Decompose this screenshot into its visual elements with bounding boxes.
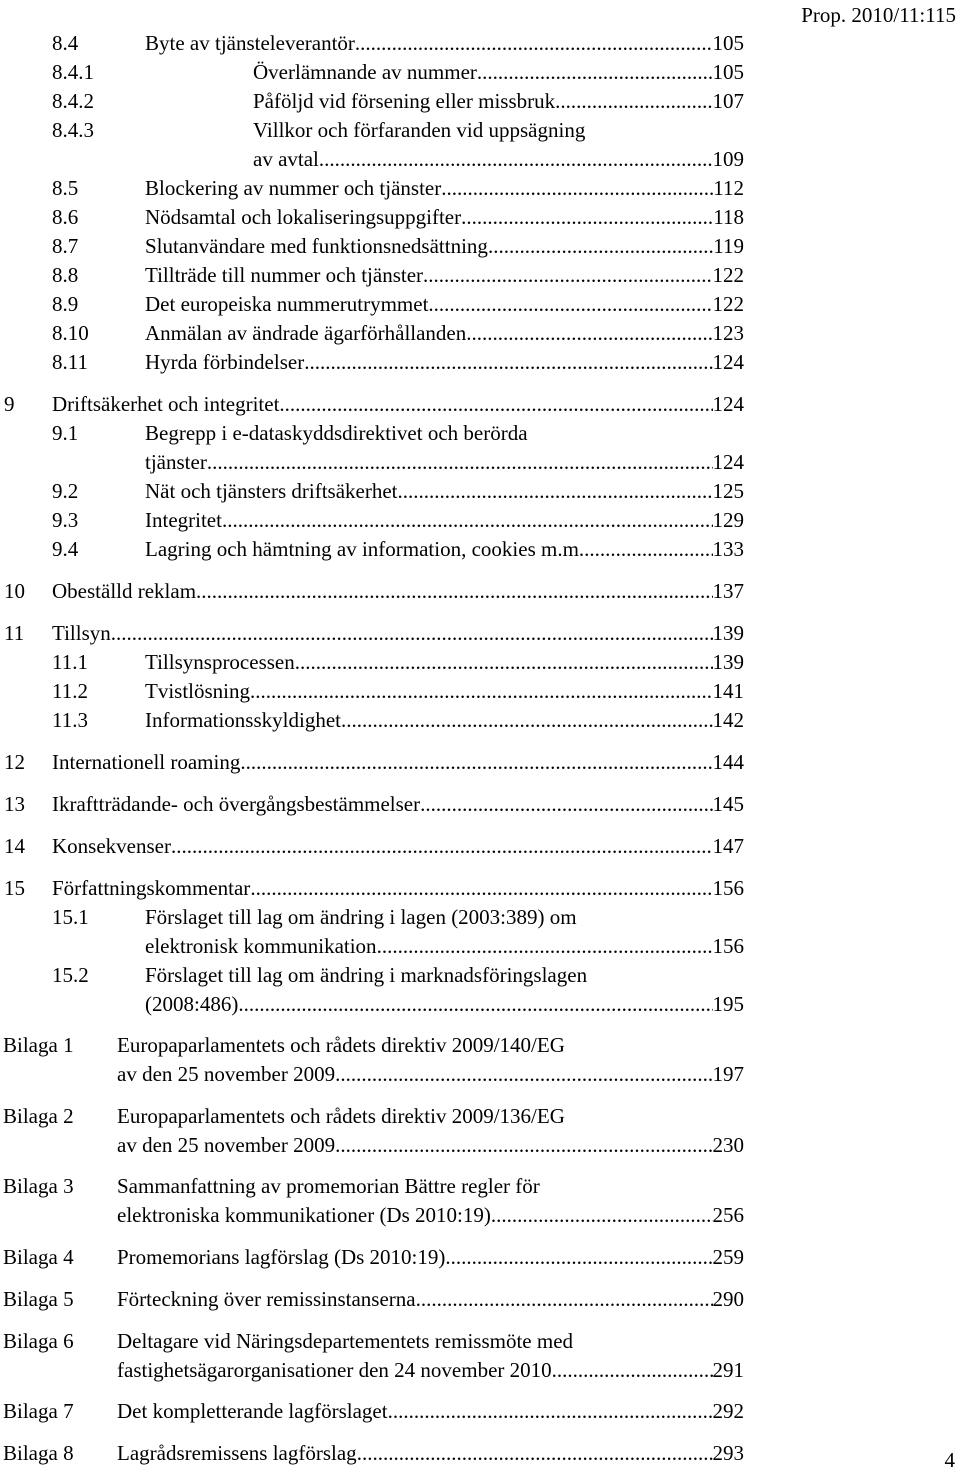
- toc-entry-page: 124: [712, 392, 744, 416]
- toc-entry-title: [117, 1285, 744, 1314]
- toc-entry-title-line: Villkor och förfaranden vid uppsägning: [253, 118, 586, 142]
- toc-entry-number: 11.2: [52, 679, 88, 703]
- toc-entry-title: [117, 1102, 744, 1160]
- dot-leader: [240, 748, 712, 777]
- toc-entry-title: [145, 419, 744, 477]
- dot-leader: [420, 790, 712, 819]
- dot-leader: [171, 832, 713, 861]
- toc-entry-number: 8.4.1: [52, 60, 94, 84]
- toc-entry-number: Bilaga 4: [3, 1245, 74, 1269]
- toc-entry-title-line: Nödsamtal och lokaliseringsuppgifter: [145, 205, 462, 229]
- toc-entry-page: 256: [712, 1203, 744, 1227]
- toc-entry-title-line: fastighetsägarorganisationer den 24 november 2010: [117, 1358, 552, 1382]
- toc-entry-title-line: Integritet: [145, 508, 222, 532]
- toc-entry-number: 8.8: [52, 263, 79, 287]
- toc-entry-title-line: Hyrda förbindelser: [145, 350, 305, 374]
- toc-entry-title-line: elektroniska kommunikationer (Ds 2010:19): [117, 1203, 491, 1227]
- toc-entry[interactable]: [0, 748, 744, 777]
- dot-leader: [441, 174, 713, 203]
- toc-entry-page: 230: [712, 1133, 744, 1157]
- dot-leader: [388, 1397, 713, 1426]
- toc-entry[interactable]: [0, 1397, 744, 1426]
- toc-entry-title: [145, 261, 744, 290]
- toc-entry-title: [52, 577, 744, 606]
- dot-leader: [555, 87, 712, 116]
- dot-leader: [398, 477, 713, 506]
- dot-leader: [423, 261, 712, 290]
- toc-entry-page: 291: [712, 1358, 744, 1382]
- toc-entry-page: 147: [712, 834, 744, 858]
- toc-entry[interactable]: [0, 390, 744, 419]
- toc-entry-title-line: Internationell roaming: [52, 750, 241, 774]
- toc-entry-number: 13: [4, 792, 25, 816]
- toc-entry-page: 144: [712, 750, 744, 774]
- toc-entry-title: [145, 232, 744, 261]
- dot-leader: [250, 874, 712, 903]
- toc-entry-title-line: Nät och tjänsters driftsäkerhet: [145, 479, 398, 503]
- toc-entry-title-line: Konsekvenser: [52, 834, 171, 858]
- dot-leader: [222, 506, 713, 535]
- toc-entry-number: 9.3: [52, 508, 79, 532]
- toc-entry[interactable]: [0, 874, 744, 903]
- dot-leader: [461, 203, 713, 232]
- toc-entry[interactable]: [0, 1327, 744, 1385]
- toc-entry-title: [145, 535, 744, 564]
- toc-entry-title-line: Obeställd reklam: [52, 579, 197, 603]
- toc-entry[interactable]: [0, 261, 744, 290]
- toc-entry[interactable]: [0, 577, 744, 606]
- toc-entry[interactable]: [0, 903, 744, 961]
- toc-entry-title-line: Lagrådsremissens lagförslag: [117, 1441, 357, 1465]
- toc-entry-number: 9.4: [52, 537, 79, 561]
- toc-entry-title: [253, 87, 744, 116]
- toc-entry-title: [145, 29, 744, 58]
- dot-leader: [445, 1243, 712, 1272]
- toc-entry[interactable]: [0, 1439, 744, 1468]
- toc-entry-title-line: Slutanvändare med funktionsnedsättning: [145, 234, 488, 258]
- toc-entry-page: 292: [712, 1399, 744, 1423]
- toc-entry-title: [145, 903, 744, 961]
- toc-entry-number: 8.9: [52, 292, 79, 316]
- dot-leader: [111, 619, 713, 648]
- toc-entry-number: 8.7: [52, 234, 79, 258]
- toc-entry-title: [145, 648, 744, 677]
- toc-entry-page: 139: [712, 650, 744, 674]
- toc-entry-page: 118: [713, 205, 744, 229]
- dot-leader: [377, 932, 713, 961]
- toc-entry-page: 137: [712, 579, 744, 603]
- toc-entry-title: [117, 1172, 744, 1230]
- toc-entry-page: 105: [712, 31, 744, 55]
- toc-entry-title-line: Europaparlamentets och rådets direktiv 2009/140/EG: [117, 1033, 565, 1057]
- toc-entry-title-line: Begrepp i e-dataskyddsdirektivet och berörda: [145, 421, 528, 445]
- dot-leader: [466, 319, 712, 348]
- toc-entry[interactable]: [0, 116, 744, 174]
- dot-leader: [295, 648, 713, 677]
- toc-entry[interactable]: [0, 790, 744, 819]
- toc-entry-number: Bilaga 1: [3, 1033, 74, 1057]
- toc-entry-number: 11.1: [52, 650, 88, 674]
- toc-entry-title: [52, 748, 744, 777]
- toc-entry-title-line: Blockering av nummer och tjänster: [145, 176, 442, 200]
- toc-entry-page: 105: [712, 60, 744, 84]
- toc-entry-number: 12: [4, 750, 25, 774]
- dot-leader: [341, 706, 713, 735]
- toc-entry-page: 156: [712, 934, 744, 958]
- toc-entry-page: 133: [712, 537, 744, 561]
- toc-entry-title-line: Ikraftträdande- och övergångsbestämmelser: [52, 792, 421, 816]
- toc-entry-title-line: av den 25 november 2009: [117, 1133, 336, 1157]
- toc-entry-title-line: Författningskommentar: [52, 876, 251, 900]
- toc-entry[interactable]: [0, 961, 744, 1019]
- toc-entry-title-line: Informationsskyldighet: [145, 708, 341, 732]
- toc-entry-page: 123: [712, 321, 744, 345]
- toc-entry-number: 14: [4, 834, 25, 858]
- toc-entry-page: 109: [712, 147, 744, 171]
- dot-leader: [488, 232, 713, 261]
- dot-leader: [196, 577, 712, 606]
- toc-entry-title: [117, 1439, 744, 1468]
- toc-entry-title-line: Tillsynsprocessen: [145, 650, 295, 674]
- toc-entry[interactable]: [0, 174, 744, 203]
- toc-entry-page: 112: [713, 176, 744, 200]
- toc-entry-title-line: Tillträde till nummer och tjänster: [145, 263, 424, 287]
- toc-entry-number: 9: [4, 392, 15, 416]
- toc-entry[interactable]: [0, 535, 744, 564]
- toc-entry-page: 197: [712, 1062, 744, 1086]
- toc-entry[interactable]: [0, 1243, 744, 1272]
- toc-entry-title: [145, 290, 744, 319]
- toc-entry[interactable]: [0, 677, 744, 706]
- toc-entry[interactable]: [0, 419, 744, 477]
- page-number: 4: [944, 1448, 955, 1472]
- dot-leader: [250, 677, 712, 706]
- toc-entry[interactable]: [0, 203, 744, 232]
- dot-leader: [319, 145, 713, 174]
- toc-entry-page: 124: [712, 450, 744, 474]
- toc-entry-page: 290: [712, 1287, 744, 1311]
- toc-entry-title-line: av avtal: [253, 147, 319, 171]
- toc-entry-title: [253, 116, 744, 174]
- toc-entry-page: 119: [713, 234, 744, 258]
- toc-entry[interactable]: [0, 29, 744, 58]
- toc-entry-title-line: Sammanfattning av promemorian Bättre regler för: [117, 1174, 540, 1198]
- toc-entry-number: 8.5: [52, 176, 79, 200]
- toc-entry-number: Bilaga 2: [3, 1104, 74, 1128]
- dot-leader: [355, 29, 713, 58]
- toc-entry-title: [117, 1327, 744, 1385]
- toc-entry-page: 124: [712, 350, 744, 374]
- toc-entry-number: Bilaga 6: [3, 1329, 74, 1353]
- dot-leader: [477, 58, 713, 87]
- toc-entry[interactable]: [0, 348, 744, 377]
- toc-entry-title: [52, 874, 744, 903]
- toc-entry-title: [145, 677, 744, 706]
- toc-entry-title-line: Tvistlösning: [145, 679, 251, 703]
- toc-entry-title-line: Anmälan av ändrade ägarförhållanden: [145, 321, 467, 345]
- toc-entry[interactable]: [0, 619, 744, 648]
- toc-entry-page: 195: [712, 992, 744, 1016]
- toc-entry-title: [117, 1243, 744, 1272]
- toc-entry-number: 11: [4, 621, 25, 645]
- toc-entry-title: [145, 348, 744, 377]
- toc-entry-title: [52, 832, 744, 861]
- toc-entry-page: 129: [712, 508, 744, 532]
- toc-entry-title-line: Lagring och hämtning av information, cookies m.m.: [145, 537, 585, 561]
- toc-entry-page: 122: [712, 292, 744, 316]
- toc-entry[interactable]: [0, 706, 744, 735]
- toc-entry-title-line: Tillsyn: [52, 621, 111, 645]
- toc-entry[interactable]: [0, 319, 744, 348]
- toc-entry-number: 11.3: [52, 708, 88, 732]
- toc-entry-number: 9.2: [52, 479, 79, 503]
- toc-entry-title-line: elektronisk kommunikation: [145, 934, 377, 958]
- dot-leader: [491, 1201, 713, 1230]
- toc-entry-title-line: av den 25 november 2009: [117, 1062, 336, 1086]
- toc-entry[interactable]: [0, 1172, 744, 1230]
- toc-entry-title: [145, 961, 744, 1019]
- toc-entry-title: [145, 174, 744, 203]
- toc-entry-title-line: Europaparlamentets och rådets direktiv 2009/136/EG: [117, 1104, 565, 1128]
- dot-leader: [552, 1356, 713, 1385]
- toc-entry-title-line: Överlämnande av nummer: [253, 60, 477, 84]
- toc-entry-number: 15.2: [52, 963, 89, 987]
- dot-leader: [238, 990, 712, 1019]
- toc-entry-title-line: Förteckning över remissinstanserna: [117, 1287, 416, 1311]
- toc-entry-title-line: Promemorians lagförslag (Ds 2010:19): [117, 1245, 446, 1269]
- toc-entry-number: 15.1: [52, 905, 89, 929]
- toc-entry-page: 142: [712, 708, 744, 732]
- toc-entry-title-line: Förslaget till lag om ändring i lagen (2003:389) om: [145, 905, 577, 929]
- toc-entry-number: Bilaga 7: [3, 1399, 74, 1423]
- toc-entry-number: 8.11: [52, 350, 88, 374]
- toc-entry-title: [145, 203, 744, 232]
- toc-entry-page: 139: [712, 621, 744, 645]
- toc-entry-title-line: tjänster: [145, 450, 207, 474]
- toc-entry-page: 122: [712, 263, 744, 287]
- dot-leader: [584, 535, 712, 564]
- toc-entry-page: 107: [712, 89, 744, 113]
- toc-entry-number: 8.10: [52, 321, 89, 345]
- toc-entry-title: [117, 1397, 744, 1426]
- dot-leader: [428, 290, 712, 319]
- toc-entry[interactable]: [0, 477, 744, 506]
- toc-entry-title-line: Påföljd vid försening eller missbruk: [253, 89, 556, 113]
- dot-leader: [279, 390, 712, 419]
- toc-entry-title: [52, 790, 744, 819]
- toc-entry-title-line: Förslaget till lag om ändring i marknadsföringslagen: [145, 963, 588, 987]
- toc-entry[interactable]: [0, 1102, 744, 1160]
- dot-leader: [357, 1439, 713, 1468]
- dot-leader: [335, 1131, 712, 1160]
- toc-entry-number: 8.4: [52, 31, 79, 55]
- toc-entry-page: 156: [712, 876, 744, 900]
- toc-entry[interactable]: [0, 232, 744, 261]
- toc-entry-page: 125: [712, 479, 744, 503]
- toc-entry[interactable]: [0, 506, 744, 535]
- toc-entry-page: 293: [712, 1441, 744, 1465]
- toc-entry-title: [145, 477, 744, 506]
- toc-entry[interactable]: [0, 648, 744, 677]
- toc-entry-number: Bilaga 3: [3, 1174, 74, 1198]
- toc-entry-title: [145, 319, 744, 348]
- toc-entry-number: 8.4.2: [52, 89, 94, 113]
- toc-entry-title: [117, 1031, 744, 1089]
- toc-entry-title-line: Byte av tjänsteleverantör: [145, 31, 355, 55]
- toc-entry-number: Bilaga 8: [3, 1441, 74, 1465]
- toc-entry-title-line: Driftsäkerhet och integritet: [52, 392, 280, 416]
- toc-entry-number: 8.4.3: [52, 118, 94, 142]
- toc-entry-title: [52, 619, 744, 648]
- toc-entry-page: 145: [712, 792, 744, 816]
- toc-entry-number: 10: [4, 579, 25, 603]
- running-header: Prop. 2010/11:115: [801, 3, 956, 27]
- toc-entry[interactable]: [0, 290, 744, 319]
- dot-leader: [304, 348, 712, 377]
- toc-entry-number: Bilaga 5: [3, 1287, 74, 1311]
- dot-leader: [335, 1060, 712, 1089]
- toc-entry-title-line: Det kompletterande lagförslaget: [117, 1399, 388, 1423]
- toc-entry-title: [145, 706, 744, 735]
- toc-entry[interactable]: [0, 1031, 744, 1089]
- toc-entry-title: [253, 58, 744, 87]
- toc-entry-title-line: Deltagare vid Näringsdepartementets remissmöte med: [117, 1329, 574, 1353]
- toc-entry-number: 8.6: [52, 205, 79, 229]
- toc-entry-number: 15: [4, 876, 25, 900]
- toc-entry-title-line: (2008:486): [145, 992, 239, 1016]
- toc-entry[interactable]: [0, 1285, 744, 1314]
- toc-entry-page: 259: [712, 1245, 744, 1269]
- toc-entry-page: 141: [712, 679, 744, 703]
- toc-entry[interactable]: [0, 832, 744, 861]
- toc-entry-title: [52, 390, 744, 419]
- toc-entry[interactable]: [0, 87, 744, 116]
- toc-entry-title-line: Det europeiska nummerutrymmet: [145, 292, 429, 316]
- toc-entry-title: [145, 506, 744, 535]
- toc-entry[interactable]: [0, 58, 744, 87]
- dot-leader: [416, 1285, 713, 1314]
- toc-entry-number: 9.1: [52, 421, 79, 445]
- dot-leader: [207, 448, 713, 477]
